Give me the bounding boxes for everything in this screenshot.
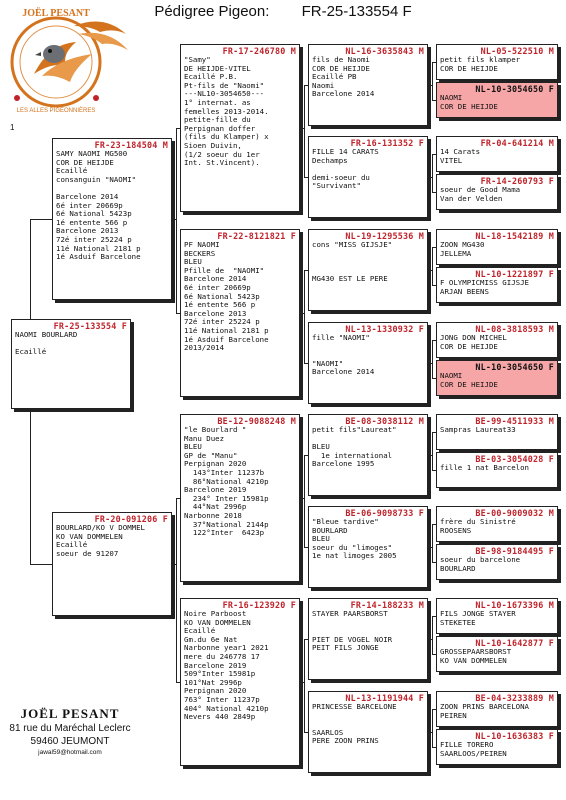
detail-line: Pt-fils de "Naomi" (184, 80, 265, 90)
connector-line (300, 128, 304, 129)
detail-line: Sioen Duivin, (184, 140, 242, 150)
detail-line: consanguin "NAOMI" (56, 174, 137, 184)
pigeon-details (184, 610, 296, 722)
connector-line (300, 498, 304, 499)
detail-line: 6é inter 20669p (184, 282, 251, 292)
great-grandparent-box (308, 414, 428, 496)
detail-line: DE HEIJDE-VITEL (184, 63, 251, 73)
detail-line: F OLYMPICMISS GIJSJE (440, 278, 529, 287)
detail-line: frère du Sinistré (440, 517, 516, 526)
ring-number: BE-99-4511933 M (475, 416, 554, 426)
detail-line: KO VAN DOMMELEN (184, 617, 251, 627)
detail-line: PERE ZOON PRINS (312, 736, 379, 746)
detail-line: "NAOMI" (312, 358, 344, 368)
great-great-grandparent-box (436, 544, 558, 580)
detail-line: BLEU (312, 534, 330, 544)
great-great-grandparent-box (436, 506, 558, 542)
detail-line: 1é Asduif Barcelone (184, 334, 269, 344)
pigeon-details (56, 150, 168, 262)
detail-line: PIET DE VOGEL NOIR (312, 634, 393, 644)
detail-line: 1é entente 566 p (56, 217, 128, 227)
detail-line: GROSSEPAARSBORST (440, 647, 512, 656)
detail-line (312, 619, 424, 628)
detail-line: BLEU (312, 442, 330, 452)
connector-line (428, 363, 432, 364)
pigeon-details (440, 186, 554, 203)
detail-line: Ecaillé (184, 626, 216, 636)
connector-line (30, 409, 31, 564)
great-great-grandparent-box (436, 229, 558, 265)
detail-line: Ecaillé (15, 347, 47, 357)
detail-line: 37°National 2144p (184, 519, 269, 529)
detail-line: COR DE HEIJDE (440, 341, 498, 351)
detail-line: ZOON MG430 (440, 240, 485, 249)
connector-line (432, 432, 433, 471)
connector-line (432, 616, 433, 655)
detail-line: cons "MISS GIJSJE" (312, 240, 393, 249)
connector-line (304, 455, 305, 548)
breeder-footer (0, 706, 140, 758)
detail-line: 6é inter 20669p (56, 200, 123, 210)
ring-number: NL-19-1295536 M (345, 231, 424, 241)
ring-number: BE-04-3233889 M (475, 693, 554, 703)
logo-name: JOËL PESANT (22, 8, 90, 19)
detail-line: KO VAN DOMMELEN (440, 655, 507, 665)
detail-line: Narbonne 2018 (184, 510, 242, 520)
detail-line: VITEL (440, 155, 463, 165)
title-label: Pédigree Pigeon: (154, 3, 270, 20)
detail-line: Barcelone 2019 (184, 485, 247, 495)
detail-line: JELLEMA (440, 248, 472, 258)
detail-line: 763° Inter 11237p (184, 694, 260, 704)
pigeon-details (440, 148, 554, 165)
detail-line: mere du 246778 17 (184, 651, 260, 661)
connector-line (304, 639, 305, 733)
detail-line: 143°Inter 11237b (184, 467, 265, 477)
detail-line: 6é National 5423p (56, 209, 132, 219)
detail-line: Barcelone 2019 (184, 660, 247, 670)
connector-line (432, 709, 433, 748)
connector-line (428, 732, 432, 733)
ring-number: NL-13-1330932 F (345, 324, 424, 334)
detail-line: BECKERS (184, 248, 216, 258)
pigeon-details (184, 241, 296, 353)
detail-line: Barcelone 2014 (312, 367, 375, 377)
detail-line: STEKETEE (440, 617, 476, 627)
detail-line: Barcelone 2014 (56, 191, 119, 201)
detail-line: 72é inter 25224 p (56, 234, 132, 244)
detail-line: FILS JONGE STAYER (440, 609, 516, 618)
breeder-name: JOËL PESANT (20, 706, 120, 721)
ring-number: NL-10-3054650 F (475, 84, 554, 94)
detail-line: ROOSENS (440, 525, 472, 535)
pigeon-details (312, 610, 424, 653)
logo-tagline: LES ALLES PIGEONNIÈRES (16, 108, 96, 114)
ring-number: FR-20-091206 F (94, 514, 168, 524)
connector-line (432, 524, 433, 563)
detail-line: "le Bourlard " (184, 425, 247, 434)
detail-line: Narbonne year1 2021 (184, 643, 269, 653)
detail-line: femelles 2013-2014. (184, 106, 269, 116)
detail-line: 234° Inter 15981p (184, 493, 269, 503)
detail-line: 2013/2014 (184, 343, 225, 353)
detail-line: petite-fille du (184, 115, 251, 125)
detail-line: Barcelone 2014 (184, 274, 247, 284)
detail-line: petit fils"Laureat" (312, 425, 397, 434)
pigeon-details (312, 56, 424, 99)
pigeon-details (440, 94, 554, 111)
detail-line: NAOMI (440, 371, 463, 380)
detail-line: 1e international (312, 450, 393, 460)
ring-number: FR-14-188233 M (350, 600, 424, 610)
detail-line: BOURLARD (312, 525, 348, 535)
detail-line: 44°Nat 2996p (184, 502, 247, 512)
sire-box (52, 138, 172, 300)
detail-line (312, 258, 424, 267)
ring-number: NL-08-3818593 M (475, 324, 554, 334)
grandparent-box (180, 414, 300, 582)
pigeon-details (440, 56, 554, 73)
ring-number: FR-22-8121821 F (217, 231, 296, 241)
ring-number: NL-13-1191944 F (345, 693, 424, 703)
connector-line (428, 270, 432, 271)
pigeon-details (312, 334, 424, 377)
detail-line: petit fils klamper (440, 55, 521, 64)
detail-line: KO VAN DOMMELEN (56, 531, 123, 541)
detail-line: Barcelone 1995 (312, 459, 375, 469)
ring-number: FR-23-184504 M (94, 140, 168, 150)
detail-line: COR DE HEIJDE (56, 157, 114, 167)
great-grandparent-box (308, 506, 428, 588)
connector-line (432, 154, 433, 193)
great-great-grandparent-box (436, 82, 558, 118)
great-great-grandparent-box (436, 691, 558, 727)
detail-line: 72é inter 25224 p (184, 317, 260, 327)
connector-line (304, 85, 305, 178)
pigeon-details (440, 372, 554, 389)
detail-line: 404° National 4210p (184, 703, 269, 713)
detail-line: COR DE HEIJDE (312, 63, 370, 73)
pigeon-details (440, 556, 554, 573)
ring-number: NL-10-1221897 F (475, 269, 554, 279)
detail-line: Dechamps (312, 155, 348, 165)
connector-line (428, 177, 432, 178)
detail-line: 1é Asduif Barcelone (56, 252, 141, 262)
great-grandparent-box (308, 322, 428, 404)
detail-line (440, 435, 554, 444)
detail-line: COR DE HEIJDE (440, 101, 498, 111)
detail-line: Gm.du 6e Nat (184, 634, 238, 644)
great-grandparent-box (308, 598, 428, 680)
detail-line: Barcelone 2013 (184, 308, 247, 318)
pesant-logo (4, 4, 134, 114)
detail-line: BOURLARD (440, 563, 476, 573)
connector-line (30, 219, 31, 319)
pigeon-details (312, 426, 424, 469)
ring-number: FR-04-641214 M (480, 138, 554, 148)
ring-number: BE-98-9184495 F (475, 546, 554, 556)
detail-line: Perpignan 2020 (184, 459, 247, 469)
detail-line: soeur du "limoges" (312, 542, 393, 552)
subject-pigeon (11, 319, 131, 409)
pigeon-details (440, 279, 554, 296)
great-great-grandparent-box (436, 136, 558, 172)
pigeon-details (440, 741, 554, 758)
detail-line: 1é entente 566 p (184, 300, 256, 310)
connector-line (172, 219, 176, 220)
great-great-grandparent-box (436, 44, 558, 80)
ring-number: FR-16-131352 F (350, 138, 424, 148)
great-grandparent-box (308, 136, 428, 218)
connector-line (432, 62, 433, 101)
detail-line: Int. St.Vincent). (184, 158, 260, 168)
ring-number: NL-10-3054650 F (475, 362, 554, 372)
ring-number: BE-12-9088248 M (217, 416, 296, 426)
pigeon-details (312, 148, 424, 191)
connector-line (428, 639, 432, 640)
pigeon-details (184, 56, 296, 168)
pigeon-details (312, 518, 424, 561)
ring-number: BE-00-9009032 M (475, 508, 554, 518)
detail-line: 122°Inter 6423p (184, 528, 265, 538)
detail-line: soeur de 91207 (56, 548, 119, 558)
connector-line (432, 340, 433, 379)
detail-line: Ecaillé PB (312, 72, 357, 82)
detail-line: GP de "Manu" (184, 450, 238, 460)
ring-number: BE-06-9098733 F (345, 508, 424, 518)
pigeon-details (440, 648, 554, 665)
detail-line: SAARLOS (312, 727, 344, 737)
ring-number: FR-17-246780 M (222, 46, 296, 56)
great-great-grandparent-box (436, 360, 558, 396)
connector-line (300, 682, 304, 683)
detail-line: PRINCESSE BARCELONE (312, 702, 397, 711)
connector-line (176, 128, 177, 314)
connector-line (428, 455, 432, 456)
detail-line: 101°Nat 2996p (184, 677, 242, 687)
detail-line: Barcelone 2013 (56, 226, 119, 236)
ring-number: NL-10-1636383 F (475, 731, 554, 741)
pigeon-details (56, 524, 168, 558)
detail-line: 6é National 5423p (184, 291, 260, 301)
detail-line: demi-soeur du (312, 172, 370, 182)
detail-line: BLEU (184, 257, 202, 267)
detail-line: COR DE HEIJDE (440, 63, 498, 73)
connector-line (172, 564, 176, 565)
pigeon-details (312, 703, 424, 746)
detail-line: COR DE HEIJDE (440, 379, 498, 389)
detail-line: "Samy" (184, 55, 211, 64)
detail-line: ARJAN BEENS (440, 286, 489, 296)
detail-line: (1/2 soeur du 1er (184, 149, 260, 159)
ring-number: NL-10-1673396 M (475, 600, 554, 610)
detail-line: fille "NAOMI" (312, 333, 370, 342)
detail-line: Perpignan doffer (184, 123, 256, 133)
detail-line: PEIREN (440, 710, 467, 720)
detail-line: Naomi (312, 80, 335, 90)
detail-line: 11é National 2181 p (184, 325, 269, 335)
detail-line: 509°Inter 15981p (184, 669, 256, 679)
pigeon-details (440, 610, 554, 627)
detail-line: Ecaillé (56, 166, 88, 176)
detail-line: STAYER PAARSBORST (312, 609, 388, 618)
pigeon-details (184, 426, 296, 538)
connector-line (428, 85, 432, 86)
detail-line: NAOMI (440, 93, 463, 102)
detail-line: PF NAOMI (184, 240, 220, 249)
detail-line: Ecaillé P.B. (184, 72, 238, 82)
detail-line: Barcelone 2014 (312, 89, 375, 99)
detail-line: fille 1 nat Barcelon (440, 463, 529, 472)
detail-line: Ecaillé (56, 540, 88, 550)
detail-line: "Survivant" (312, 181, 361, 191)
detail-line: Van der Velden (440, 193, 503, 203)
great-great-grandparent-box (436, 598, 558, 634)
connector-line (428, 547, 432, 548)
pigeon-details (312, 241, 424, 284)
great-great-grandparent-box (436, 174, 558, 210)
detail-line: FILLE 14 CARATS (312, 147, 379, 156)
detail-line: 1° internat. as (184, 97, 251, 107)
pigeon-details (440, 426, 554, 443)
ring-number: NL-05-522510 M (480, 46, 554, 56)
ring-number: NL-16-3635843 M (345, 46, 424, 56)
page-number: 1 (10, 123, 15, 132)
detail-line (312, 343, 424, 352)
detail-line (312, 250, 424, 259)
detail-line: SAMY NAOMI MG500 (56, 149, 128, 158)
detail-line: Perpignan 2020 (184, 686, 247, 696)
detail-line: MG430 EST LE PERE (312, 274, 388, 284)
connector-line (176, 498, 177, 683)
ring-number: FR-16-123920 F (222, 600, 296, 610)
detail-line: soeur de Good Mama (440, 185, 521, 194)
detail-line: BOURLARD/KO V DOMMEL (56, 523, 145, 532)
connector-line (30, 219, 52, 220)
grandparent-box (180, 598, 300, 766)
detail-line: 86°National 4210p (184, 476, 269, 486)
pigeon-details (15, 331, 127, 357)
detail-line: PEIT FILS JONGE (312, 643, 379, 653)
connector-line (300, 313, 304, 314)
great-great-grandparent-box (436, 452, 558, 488)
detail-line: FILLE TORERO (440, 740, 494, 749)
detail-line (312, 712, 424, 721)
detail-line: (fils du Klamper) x (184, 132, 269, 142)
pigeon-details (440, 464, 554, 481)
detail-line: 11é National 2181 p (56, 243, 141, 253)
connector-line (432, 247, 433, 286)
connector-line (30, 564, 52, 565)
detail-line: 14 Carats (440, 147, 481, 156)
detail-line: BLEU (184, 442, 202, 452)
detail-line: ---NL10-3054650--- (184, 89, 265, 99)
pigeon-details (440, 241, 554, 258)
detail-line: "Bleue tardive" (312, 517, 379, 526)
great-great-grandparent-box (436, 729, 558, 765)
detail-line: Nevers 440 2849p (184, 712, 256, 722)
dam-box (52, 512, 172, 616)
ring-number: NL-18-1542189 M (475, 231, 554, 241)
great-grandparent-box (308, 44, 428, 126)
pigeon-details (440, 334, 554, 351)
great-grandparent-box (308, 229, 428, 311)
detail-line: Manu Duez (184, 433, 225, 443)
pigeon-details (440, 518, 554, 535)
great-great-grandparent-box (436, 267, 558, 303)
detail-line: Pfille de "NAOMI" (184, 265, 265, 275)
great-great-grandparent-box (436, 322, 558, 358)
ring-number: FR-25-133554 F (53, 321, 127, 331)
detail-line: 1e nat limoges 2005 (312, 551, 397, 561)
detail-line: ZOON PRINS BARCELONA (440, 702, 529, 711)
connector-line (304, 270, 305, 364)
ring-number: FR-14-260793 F (480, 176, 554, 186)
ring-number: NL-10-1642877 F (475, 638, 554, 648)
detail-line: NAOMI BOURLARD (15, 330, 78, 339)
grandparent-box (180, 44, 300, 212)
great-great-grandparent-box (436, 636, 558, 672)
breeder-address-line2: 59460 JEUMONT (30, 736, 110, 747)
grandparent-box (180, 229, 300, 397)
great-grandparent-box (308, 691, 428, 773)
detail-line: soeur du barcelone (440, 555, 521, 564)
detail-line: Noire Parboost (184, 609, 247, 618)
detail-line: fils de Naomi (312, 55, 370, 64)
great-great-grandparent-box (436, 414, 558, 450)
detail-line: Sampras Laureat33 (440, 425, 516, 434)
breeder-address-line1: 81 rue du Maréchal Leclerc (9, 723, 131, 734)
detail-line (440, 473, 554, 482)
pigeon-details (440, 703, 554, 720)
detail-line: JONG DON MICHEL (440, 333, 507, 342)
ring-number: BE-08-3038112 M (345, 416, 424, 426)
title-ring: FR-25-133554 F (301, 3, 412, 20)
ring-number: BE-03-3054028 F (475, 454, 554, 464)
breeder-email: jawal59@hotmail.com (38, 749, 102, 756)
detail-line: SAARLOOS/PEIREN (440, 748, 507, 758)
